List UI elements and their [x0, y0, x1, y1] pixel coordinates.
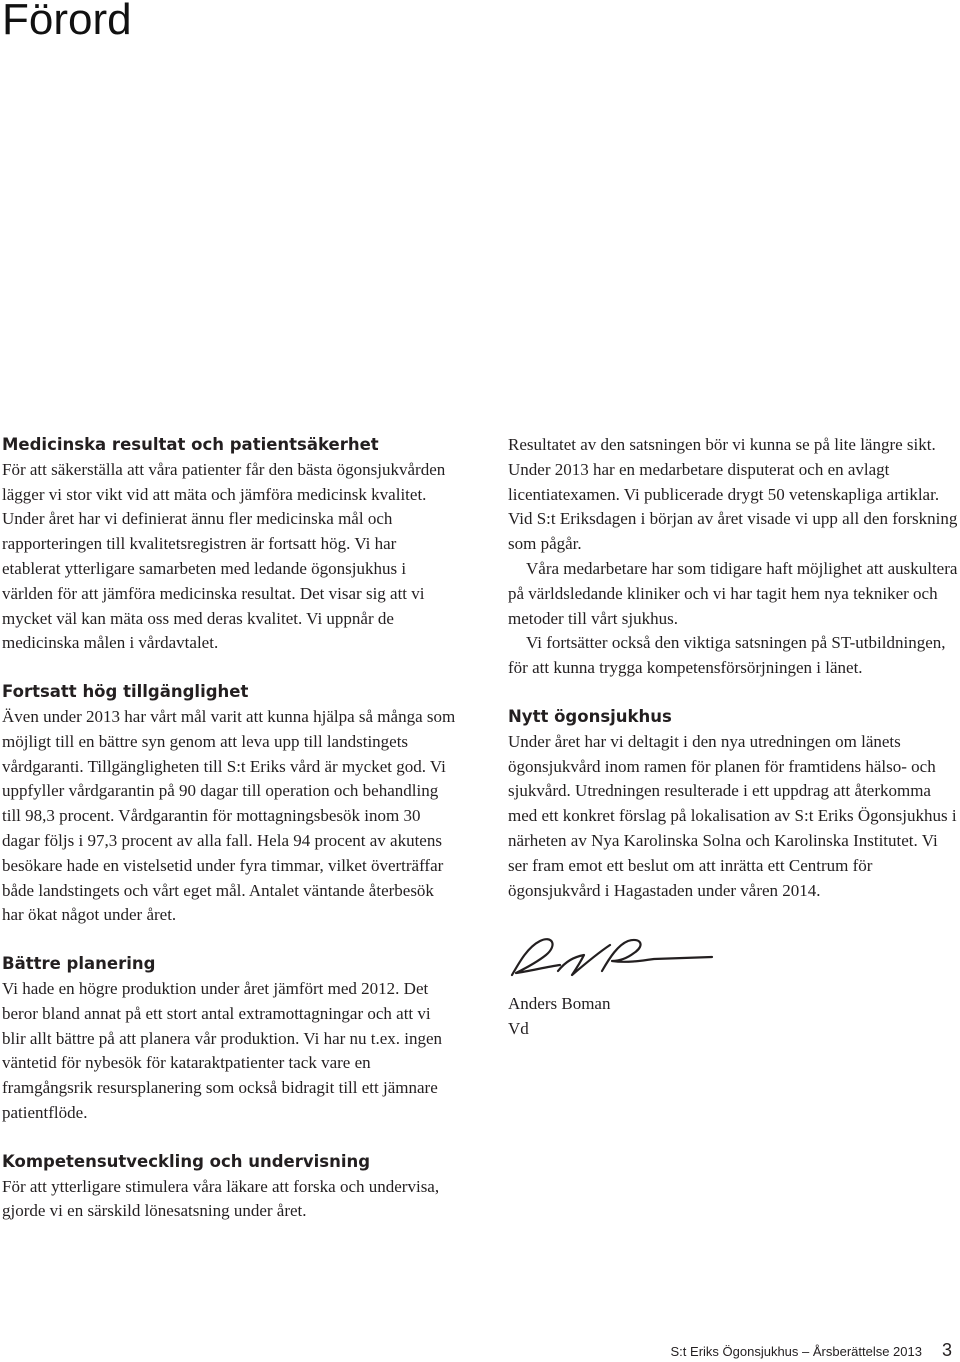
left-column — [2, 433, 457, 1248]
page-footer — [671, 1340, 952, 1361]
section-medicinska-resultat — [2, 433, 457, 656]
body-paragraph: Vi fortsätter också den viktiga satsningen på ST-utbildningen, för att kunna trygga kompetensförsörjningen i länet. — [508, 633, 946, 678]
section-heading: Bättre planering — [2, 954, 156, 974]
body-paragraph: Även under 2013 har vårt mål varit att kunna hjälpa så många som möjligt till en bättre syn genom att leva upp till landstingets vårdgaranti. Tillgängligheten till S:t Eriks vård är mycket god. Vi uppfyller vårdgarantin på 90 dagar till operation och behandling till 98,3 procent. Vårdgarantin för mottagningsbesök inom 30 dagar följs i 97,3 procent av alla fall. Hela 94 procent av akutens besökare hade en vistelsetid under fyra timmar, vilket överträffar både landstingets och vårt eget mål. Antalet väntande återbesök har ökat något under året. — [2, 706, 456, 925]
body-paragraph: För att ytterligare stimulera våra läkare att forska och undervisa, gjorde vi en särskild lönesatsning under året. — [2, 1176, 440, 1221]
body-paragraph: Våra medarbetare har som tidigare haft möjlighet att auskultera på världsledande kliniker och vi har tagit hem nya tekniker och metoder till vårt sjukhus. — [508, 558, 958, 628]
section-heading: Medicinska resultat och patientsäkerhet — [2, 435, 379, 454]
page-number: 3 — [941, 1340, 952, 1360]
signatory-name: Anders Boman — [508, 994, 611, 1014]
body-paragraph: Vi hade en högre produktion under året jämfört med 2012. Det beror bland annat på ett stort antal extramottagningar och att vi blir allt bättre på att planera vår produktion. Vi har nu t.ex. ingen väntetid för nybesök för kataraktpatienter tack vare en framgångsrik resursplanering som också bidragit till ett jämnare patientflöde. — [2, 978, 443, 1122]
right-column — [508, 433, 958, 1042]
section-forskning — [508, 433, 958, 681]
section-heading: Fortsatt hög tillgänglighet — [2, 682, 249, 702]
body-paragraph: För att säkerställa att våra patienter får den bästa ögonsjukvården lägger vi stor vikt vid att mäta och jämföra medicinsk kvalitet. Under året har vi definierat ännu fler medicinska mål och rapporteringen till kvalitetsregistren är fortsatt hög. Vi har etablerat ytterligare samarbeten med ledande ögonsjukhus i världen för att jämföra medicinska resultat. Det visar sig att vi mycket väl kan mäta oss med deras kvalitet. Vi uppnår de medicinska målen i vårdavtalet. — [2, 459, 446, 653]
footer-publication: S:t Eriks Ögonsjukhus – Årsberättelse 2013 — [670, 1344, 922, 1359]
body-paragraph: Under året har vi deltagit i den nya utredningen om länets ögonsjukvård inom ramen för planen för framtidens hälso- och sjukvård. Utredningen resulterade i ett uppdrag att återkomma med ett konkret förslag på lokalisation av S:t Eriks Ögonsjukhus i närheten av Nya Karolinska Solna och Karolinska Institutet. Vi ser fram emot ett beslut om att inrätta ett Centrum för ögonsjukvård i Hagastaden under våren 2014. — [508, 731, 957, 900]
section-nytt-ogonsjukhus — [508, 705, 958, 903]
body-paragraph: Resultatet av den satsningen bör vi kunna se på lite längre sikt. Under 2013 har en medarbetare disputerat och en avlagt licentiatexamen. Vi publicerade drygt 50 vetenskapliga artiklar. Vid S:t Eriksdagen i början av året visade vi upp all den forskning som pågår. — [508, 435, 958, 554]
section-tillganglighet — [2, 680, 457, 928]
section-heading: Kompetensutveckling och undervisning — [2, 1151, 371, 1171]
page-title: Förord — [2, 0, 132, 44]
section-kompetensutveckling — [2, 1150, 457, 1224]
signature-block — [508, 992, 958, 1042]
section-planering — [2, 952, 457, 1126]
handwritten-signature — [506, 931, 716, 987]
section-heading: Nytt ögonsjukhus — [508, 706, 672, 726]
signatory-role: Vd — [508, 1019, 529, 1039]
